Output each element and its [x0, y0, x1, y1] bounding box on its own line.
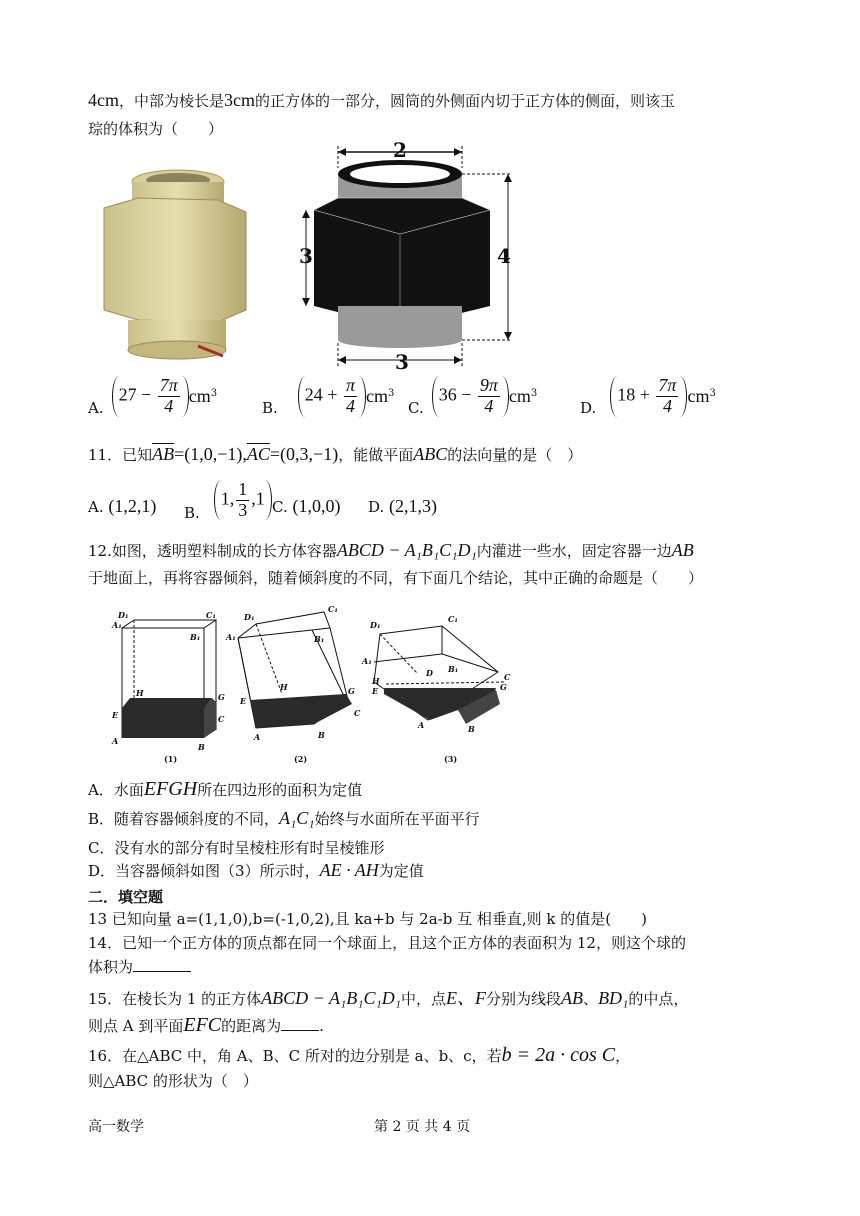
fig-label-bottom: 3: [395, 350, 409, 374]
svg-text:C: C: [354, 708, 361, 718]
svg-text:B₁: B₁: [448, 664, 459, 674]
vector-ac: $\overline{AC}$: [246, 444, 270, 464]
q12-option-d: D．当容器倾斜如图（3）所示时，AE · AH为定值: [88, 860, 424, 880]
fig-label-right: 4: [497, 244, 511, 268]
q16-line2: 则△ABC 的形状为（ ）: [88, 1072, 258, 1090]
svg-text:D₁: D₁: [118, 610, 129, 620]
svg-text:B₁: B₁: [314, 634, 325, 644]
footer-subject: 高一数学: [88, 1119, 144, 1135]
q10-end: 的正方体的一部分，圆筒的外侧面内切于正方体的侧面，则该玉: [255, 92, 676, 110]
q11-stem: 11．已知$\overline{AB}=(1,0,-1),\overline{AC}=(0,3,-1)$，能做平面ABC的法向量的是（ ）: [88, 444, 583, 464]
vector-ab: $\overline{AB}$: [152, 444, 175, 464]
q10-option-b: B. 24 + $\frac{\pi}{4}$ cm 3: [262, 375, 395, 417]
q15-line1: 15．在棱长为 1 的正方体ABCD − A₁B₁C₁D₁中，点E、F分别为线段AB、BD₁的中点，: [88, 988, 689, 1008]
svg-text:A: A: [418, 720, 425, 730]
svg-text:G: G: [500, 682, 507, 692]
fig-label-top: 2: [393, 138, 407, 162]
svg-text:E: E: [372, 686, 379, 696]
q14-line2: 体积为: [88, 956, 191, 977]
q11-option-c: C. (1,0,0): [272, 496, 341, 516]
q12-stem-line2: 于地面上，再将容器倾斜，随着倾斜度的不同，有下面几个结论，其中正确的命题是（ ）: [88, 569, 704, 587]
svg-text:G: G: [218, 692, 225, 702]
svg-text:(1): (1): [164, 754, 178, 764]
jade-cong-diagram: [290, 138, 520, 373]
footer-page-number: 第 2 页 共 4 页: [374, 1119, 471, 1135]
svg-text:A: A: [254, 732, 261, 742]
q10-option-c: C. 36 − $\frac{9\pi}{4}$ cm 3: [408, 375, 538, 417]
svg-text:E: E: [240, 696, 247, 706]
svg-text:C₁: C₁: [328, 604, 338, 614]
q10-num1: 4cm: [88, 90, 119, 110]
q12-stem-line1: 12.如图，透明塑料制成的长方体容器ABCD − A₁B₁C₁D₁内灌进一些水，固定容器一边AB: [88, 540, 694, 560]
q12-option-b: B．随着容器倾斜度的不同，A₁C₁始终与水面所在平面平行: [88, 808, 480, 828]
q14-answer-blank: [133, 971, 191, 972]
svg-text:C₁: C₁: [448, 614, 458, 624]
svg-text:A: A: [112, 736, 119, 746]
q12-option-a: A．水面EFGH所在四边形的面积为定值: [88, 778, 363, 800]
q10-line1: [88, 90, 675, 111]
svg-text:H: H: [136, 688, 144, 698]
svg-text:D₁: D₁: [244, 612, 255, 622]
svg-text:E: E: [112, 710, 119, 720]
svg-text:C: C: [504, 672, 511, 682]
svg-text:C₁: C₁: [206, 610, 216, 620]
q13: 13 已知向量 a=(1,1,0),b=(-1,0,2),且 ka+b 与 2a-b 互 相垂直,则 k 的值是( ): [88, 910, 647, 928]
q10-num2: 3cm: [224, 90, 256, 110]
q12-container-figures: [108, 598, 528, 770]
q11-option-d: D. (2,1,3): [368, 496, 438, 516]
fig-label-left: 3: [299, 244, 313, 268]
svg-text:A₁: A₁: [112, 620, 122, 630]
q11-option-b: B. 1, $\frac{1}{3}$ ,1: [184, 478, 272, 522]
svg-text:C: C: [218, 714, 225, 724]
svg-text:H: H: [280, 682, 288, 692]
svg-text:B: B: [198, 742, 205, 752]
svg-text:A₁: A₁: [226, 632, 236, 642]
svg-text:B₁: B₁: [190, 632, 201, 642]
q15-answer-blank: [281, 1030, 319, 1031]
jade-cong-photo: [98, 160, 248, 370]
q15-line2: 则点 A 到平面EFC的距离为 .: [88, 1014, 324, 1036]
q16-line1: 16．在△ABC 中，角 A、B、C 所对的边分别是 a、b、c，若b = 2a · cos C，: [88, 1044, 631, 1066]
section-title-fill-in: 二．填空题: [88, 888, 164, 906]
svg-text:D: D: [426, 668, 433, 678]
svg-text:D₁: D₁: [370, 620, 381, 630]
svg-text:G: G: [348, 686, 355, 696]
svg-text:(2): (2): [294, 754, 308, 764]
svg-text:H: H: [372, 676, 380, 686]
q11-option-a: A. (1,2,1): [88, 496, 157, 516]
q10-option-a: A. 27 − $\frac{7\pi}{4}$ cm 3: [88, 375, 218, 417]
q10-line2: 琮的体积为（ ）: [88, 120, 224, 138]
svg-text:(3): (3): [444, 754, 458, 764]
q12-option-c: C．没有水的部分有时呈棱柱形有时呈棱锥形: [88, 839, 385, 857]
q10-mid: ，中部为棱长是: [119, 92, 225, 110]
svg-text:A₁: A₁: [362, 656, 372, 666]
q10-option-d: D. 18 + $\frac{7\pi}{4}$ cm 3: [580, 375, 716, 417]
q14-line1: 14．已知一个正方体的顶点都在同一个球面上，且这个正方体的表面积为 12，则这个球的: [88, 934, 686, 952]
svg-text:B: B: [318, 730, 325, 740]
svg-text:B: B: [468, 724, 475, 734]
